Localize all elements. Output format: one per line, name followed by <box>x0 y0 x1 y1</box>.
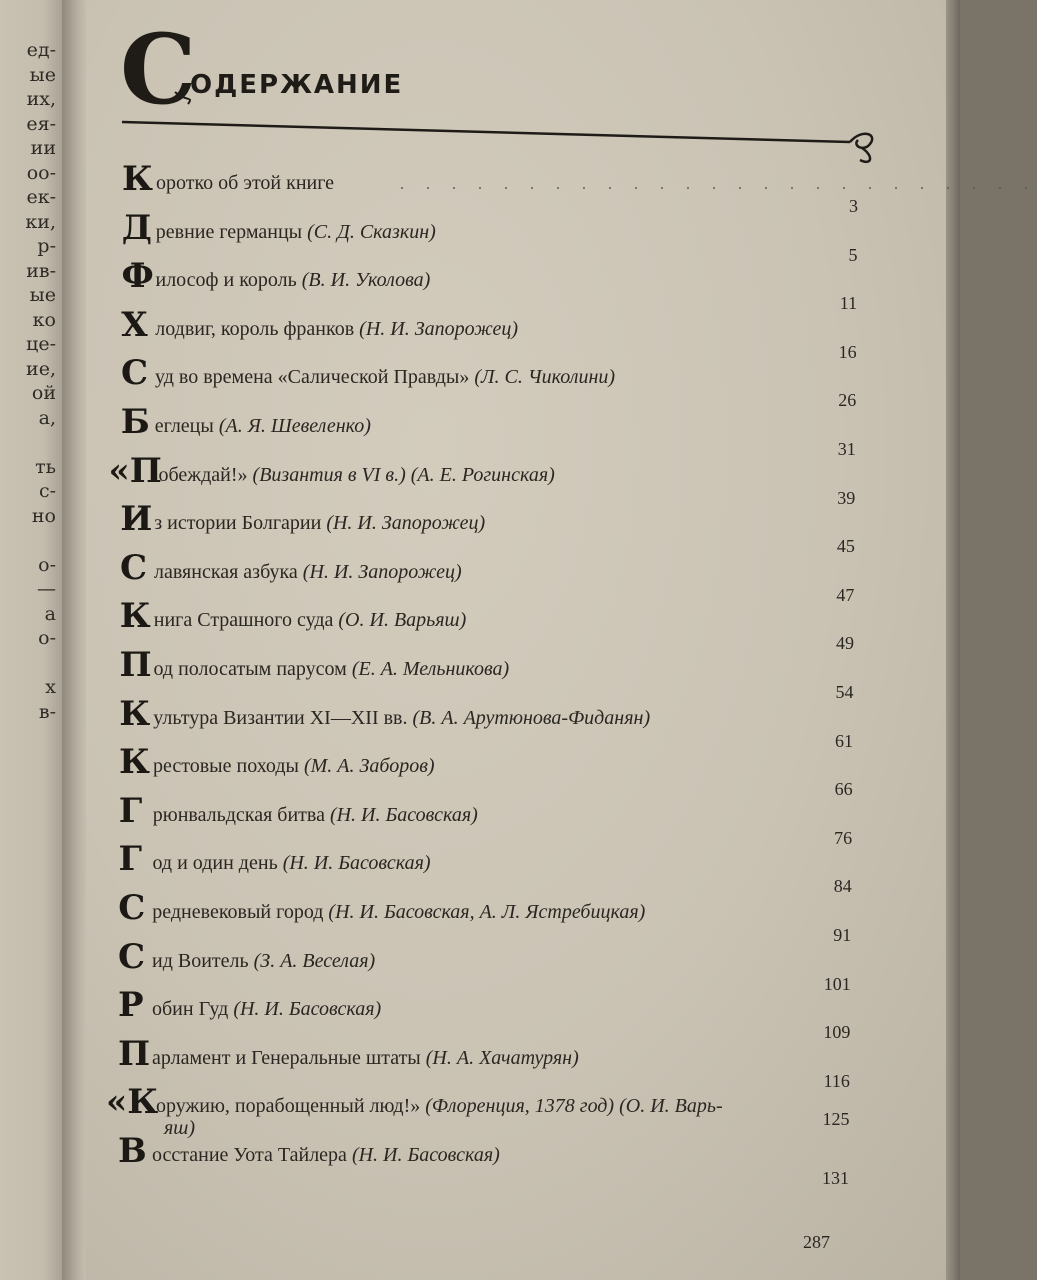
drop-cap: В <box>118 1131 147 1171</box>
toc-page-number: 26 <box>838 390 857 411</box>
drop-cap: К <box>119 693 151 734</box>
left-page-fragment: — <box>37 578 56 600</box>
left-page-fragment: ек- <box>26 186 56 208</box>
toc-page-number: 3 <box>849 196 858 216</box>
left-page-fragment: с- <box>38 480 56 502</box>
toc-entry-title <box>155 366 615 388</box>
toc-entry <box>0 1131 960 1190</box>
drop-cap: П <box>119 645 152 685</box>
entry-title: од полосатым парусом <box>153 658 347 680</box>
left-page-fragment: оо- <box>26 161 56 184</box>
toc-entry-title <box>154 512 485 534</box>
toc-page-number: 101 <box>823 973 851 994</box>
toc-page-number: 61 <box>835 730 854 751</box>
left-page-fragment: о- <box>38 553 56 576</box>
entry-author: (Византия в VI в.) (А. Е. Рогинская) <box>252 463 555 486</box>
toc-entry <box>0 742 960 801</box>
entry-author: (Н. И. Басовская) <box>282 852 431 875</box>
drop-cap: Ф <box>121 256 154 297</box>
left-page-fragment: ть <box>35 455 56 478</box>
toc-entry-title <box>153 852 431 874</box>
drop-cap: И <box>120 499 153 540</box>
drop-cap: Х <box>121 304 148 345</box>
drop-cap: «П <box>108 450 162 491</box>
entry-title: ид Воитель <box>152 949 249 972</box>
dotted-leader: . . . . . . . . . . . . . . . . . . . . . . . . . <box>400 176 1037 193</box>
entry-title: арламент и Генеральные штаты <box>152 1046 421 1069</box>
entry-title: обеждай!» <box>158 463 248 486</box>
left-page-fragment: а <box>44 602 56 625</box>
drop-cap: С <box>121 353 149 394</box>
left-page-fragment: ые <box>29 63 56 86</box>
drop-cap: Г <box>118 839 142 880</box>
entry-author: (Н. И. Запорожец) <box>359 317 518 340</box>
toc-entry-title <box>156 269 431 291</box>
page-title: ОДЕРЖАНИЕ <box>190 70 404 100</box>
left-page-fragment: ии <box>30 137 56 159</box>
left-page-fragment: о- <box>38 627 56 649</box>
flourish-ornament <box>850 134 872 162</box>
entry-author: (С. Д. Сказкин) <box>307 220 436 243</box>
toc-entry-title <box>152 950 375 972</box>
entry-title: редневековый город <box>152 901 324 923</box>
drop-cap: П <box>118 1033 151 1074</box>
toc-entry-title <box>154 658 510 680</box>
entry-title: оружию, порабощенный люд!» <box>156 1095 421 1118</box>
drop-cap: С <box>120 547 148 588</box>
toc-page-number: 5 <box>848 244 858 265</box>
drop-cap: Г <box>118 790 143 831</box>
entry-author: (В. И. Уколова) <box>301 269 431 292</box>
toc-entry-title <box>155 415 371 437</box>
entry-author: (А. Я. Шевеленко) <box>218 415 371 437</box>
entry-author: (Н. А. Хачатурян) <box>425 1046 579 1069</box>
toc-page-number: 49 <box>835 633 854 654</box>
drop-cap: Б <box>120 402 150 442</box>
toc-entry-title <box>156 221 436 243</box>
toc-entry <box>0 790 960 850</box>
left-page-fragment: их, <box>26 88 56 110</box>
toc-page-number: 91 <box>833 925 852 945</box>
drop-cap: Д <box>121 207 152 248</box>
toc-entry-title <box>152 998 381 1020</box>
toc-entry-title <box>156 1095 723 1117</box>
toc-entry-title <box>156 172 334 194</box>
toc-page-number: 45 <box>836 536 855 557</box>
toc-entry-title <box>153 707 650 729</box>
left-page-fragment: но <box>31 504 56 527</box>
title-initial: С <box>120 13 197 126</box>
toc-entry-title <box>155 318 518 340</box>
toc-page-number: 76 <box>834 827 853 848</box>
entry-title: илософ и король <box>155 269 297 292</box>
drop-cap: С <box>118 888 146 928</box>
drop-cap: К <box>119 596 151 637</box>
toc-page-number: 16 <box>838 341 857 362</box>
drop-cap: К <box>119 742 150 783</box>
left-page-fragment: х <box>45 676 56 698</box>
page-number: 287 <box>803 1232 830 1252</box>
left-page-fragment: ые <box>29 284 56 306</box>
toc-page-number: 125 <box>822 1109 850 1130</box>
toc-entry-title <box>159 464 555 486</box>
entry-author: (Н. И. Басовская) <box>351 1144 500 1166</box>
entry-title: рестовые походы <box>153 755 299 778</box>
toc-page-number: 116 <box>823 1070 850 1091</box>
left-page-fragment: ки, <box>25 210 56 233</box>
entry-author: (Н. И. Запорожец) <box>302 560 462 583</box>
entry-title: уд во времена «Салической Правды» <box>155 366 470 389</box>
entry-author: (Н. И. Басовская) <box>233 998 382 1021</box>
left-page-fragment: р- <box>37 235 56 257</box>
entry-author: (Л. С. Чиколини) <box>474 366 616 389</box>
toc-page-number: 54 <box>835 682 854 702</box>
entry-title: оротко об этой книге <box>156 172 335 194</box>
drop-cap: Р <box>118 985 144 1026</box>
entry-title: еглецы <box>154 415 214 437</box>
left-page-fragment: ив- <box>26 259 56 282</box>
title-rule <box>0 0 960 180</box>
left-page-fragment: ие, <box>26 357 56 380</box>
left-page-fragment: ой <box>31 382 56 404</box>
drop-cap: «К <box>106 1082 159 1123</box>
toc-entry-title <box>153 804 478 826</box>
drop-cap: К <box>122 159 153 199</box>
entry-title: осстание Уота Тайлера <box>152 1144 347 1166</box>
left-page-fragment: а, <box>38 406 56 429</box>
toc-page-number: 66 <box>834 779 853 800</box>
left-page-fragment: це- <box>26 333 56 355</box>
left-page-fragment: ко <box>32 308 56 331</box>
entry-title: обин Гуд <box>152 998 229 1021</box>
toc-page-number: 109 <box>823 1022 851 1043</box>
entry-title: лавянская азбука <box>154 560 298 583</box>
entry-author: (М. А. Заборов) <box>303 755 435 778</box>
drop-cap: С <box>118 936 146 977</box>
entry-author: (Н. И. Запорожец) <box>326 512 486 535</box>
toc-page-number: 47 <box>836 584 855 605</box>
entry-title: рюнвальдская битва <box>152 803 325 826</box>
toc-entry-title <box>154 609 467 631</box>
toc-page-number: 31 <box>837 439 856 459</box>
entry-author: (Е. А. Мельникова) <box>351 658 510 680</box>
toc-page-number: 11 <box>839 293 858 314</box>
toc-page-number: 84 <box>833 876 852 897</box>
entry-author: (Флоренция, 1378 год) (О. И. Варь- <box>425 1095 723 1118</box>
entry-title: ультура Византии XI—XII вв. <box>153 706 408 729</box>
entry-author: (Н. И. Басовская, А. Л. Ястребицкая) <box>328 901 646 923</box>
entry-author: (О. И. Варьяш) <box>338 609 467 632</box>
entry-title: нига Страшного суда <box>153 609 334 632</box>
toc-entry-title <box>152 1144 500 1166</box>
toc-entry-title <box>152 1047 579 1069</box>
left-page-fragment: ед- <box>26 39 56 61</box>
toc-entry-title <box>152 901 645 923</box>
toc-entry-title <box>154 561 462 583</box>
entry-author: (В. А. Арутюнова-Фиданян) <box>412 706 651 729</box>
toc-entry <box>0 936 960 996</box>
entry-author: (З. А. Веселая) <box>253 949 376 972</box>
toc-entry-title <box>153 755 435 777</box>
entry-author-continued: яш) <box>164 1117 196 1140</box>
left-page-fragment: в- <box>38 700 56 723</box>
toc-page-number: 39 <box>837 487 856 508</box>
entry-title: ревние германцы <box>155 220 303 243</box>
entry-title: з истории Болгарии <box>154 512 322 535</box>
entry-author: (Н. И. Басовская) <box>329 803 478 826</box>
entry-title: лодвиг, король франков <box>155 317 355 340</box>
entry-title: од и один день <box>152 852 278 875</box>
toc-page-number: 131 <box>822 1168 849 1188</box>
left-page-fragment: ея- <box>26 112 56 135</box>
